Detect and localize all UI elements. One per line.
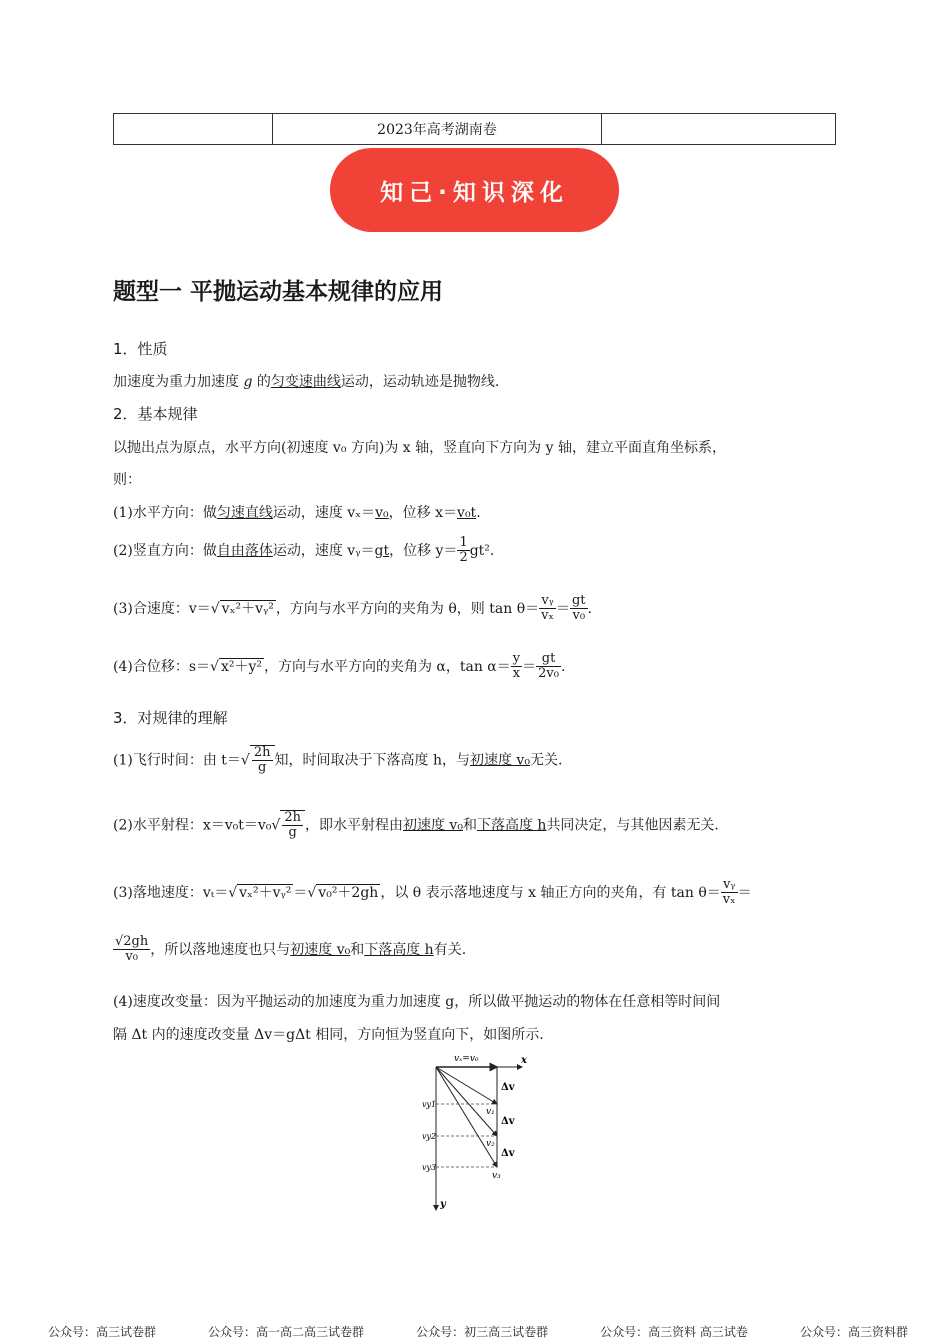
dv3-label: Δv (501, 1148, 515, 1159)
velocity-change-diagram (400, 1050, 550, 1215)
v2-vector (436, 1067, 497, 1136)
y-label: y (440, 1199, 446, 1210)
s3-rule-3-cont: $\frac{√2gh}{\text{v₀}}$ ，所以落地速度也只与初速度 v₀和下落高度 h有关. (115, 934, 467, 965)
section-1-heading: 1．性质 (113, 340, 168, 358)
section-3-heading: 3．对规律的理解 (113, 709, 228, 727)
table-cell-left (114, 114, 273, 144)
dv1-label: Δv (501, 1082, 515, 1093)
table-cell-right (602, 114, 835, 144)
x-label: x (521, 1055, 527, 1066)
v2-label: v₂ (486, 1139, 495, 1149)
vy3-label: vy3 (422, 1163, 437, 1172)
footer-item: 公众号：高三资料群 (799, 1325, 908, 1339)
source-table (113, 113, 836, 145)
v1-label: v₁ (486, 1107, 495, 1117)
footer-item: 公众号：高三试卷群 (48, 1325, 157, 1339)
v3-label: v₃ (492, 1171, 501, 1181)
s3-rule-3: (3)落地速度：vₜ＝√ vₓ²＋vᵧ² ＝√ v₀²＋2gh ，以 θ 表示落地速度与 x 轴正方向的夹角，有 tan θ＝ $\frac{\text{vᵧ}}{\text{vₓ}}$ ＝ (113, 877, 752, 908)
s2-rule-4: (4)合位移：s＝√ x²＋y² ，方向与水平方向的夹角为 α，tan α＝ $\frac{y}{x}$ ＝ $\frac{gt}{\text{2v₀}}$ . (113, 651, 566, 682)
table-cell-center: 2023年高考湖南卷 (273, 114, 602, 144)
s2-intro-1: 以抛出点为原点，水平方向(初速度 v₀ 方向)为 x 轴，竖直向下方向为 y 轴，建立平面直角坐标系， (113, 440, 726, 456)
v1-vector (436, 1067, 497, 1104)
s1-paragraph: 加速度为重力加速度 g 的匀变速曲线运动，运动轨迹是抛物线. (113, 374, 500, 390)
dv2-label: Δv (501, 1116, 515, 1127)
s2-rule-3: (3)合速度：v＝√ vₓ²＋vᵧ² ，方向与水平方向的夹角为 θ，则 tan θ＝ $\frac{\text{vᵧ}}{\text{vₓ}}$ ＝ $\frac{gt}{\text{v₀}}$ . (113, 593, 592, 624)
section-banner: 知己·知识深化 (330, 148, 619, 232)
v3-vector (436, 1067, 497, 1167)
s2-rule-2: (2)竖直方向：做自由落体运动，速度 vᵧ＝gt，位移 y＝ $\frac{1}{2}$ gt². (113, 535, 495, 566)
s3-rule-2: (2)水平射程：x＝v₀t＝v₀√ $\frac{2h}{g}$ ，即水平射程由初速度 v₀和下落高度 h共同决定，与其他因素无关. (113, 810, 719, 841)
footer-item: 公众号：高三资料 高三试卷 (600, 1325, 748, 1339)
footer (48, 1323, 908, 1340)
page-title: 题型一 平抛运动基本规律的应用 (113, 279, 444, 305)
s3-rule-4-line2: 隔 Δt 内的速度改变量 Δv＝gΔt 相同，方向恒为竖直向下，如图所示. (113, 1027, 544, 1043)
s2-intro-2: 则： (113, 472, 141, 488)
vy2-label: vy2 (422, 1132, 437, 1141)
footer-item: 公众号：高一高二高三试卷群 (208, 1325, 365, 1339)
vy1-label: vy1 (422, 1100, 437, 1109)
vx-label: vₓ=v₀ (454, 1054, 479, 1064)
section-2-heading: 2．基本规律 (113, 405, 198, 423)
s2-rule-1: (1)水平方向：做匀速直线运动，速度 vₓ＝v₀，位移 x＝v₀t. (113, 505, 481, 521)
s3-rule-1: (1)飞行时间：由 t＝√ $\frac{2h}{g}$ 知，时间取决于下落高度 h，与初速度 v₀无关. (113, 745, 563, 776)
footer-item: 公众号：初三高三试卷群 (416, 1325, 549, 1339)
s3-rule-4-line1: (4)速度改变量：因为平抛运动的加速度为重力加速度 g，所以做平抛运动的物体在任意相等时间间 (113, 994, 721, 1010)
